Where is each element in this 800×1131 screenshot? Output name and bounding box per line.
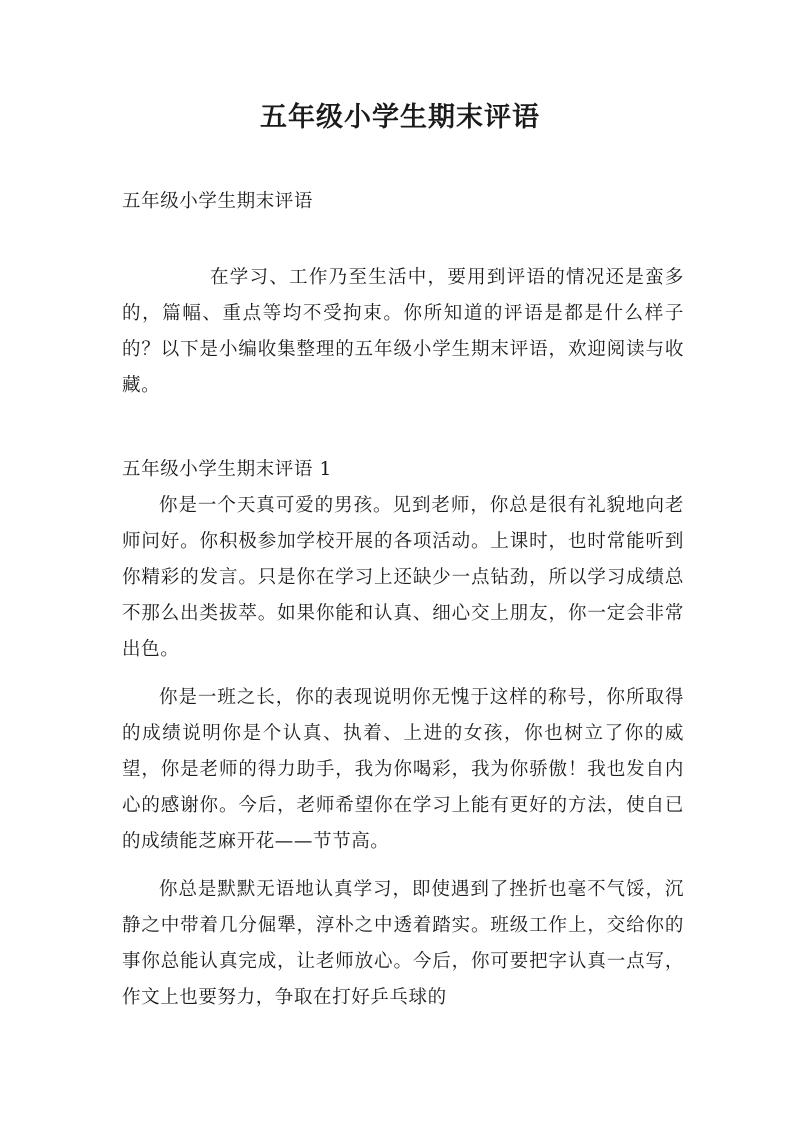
intro-paragraph: 在学习、工作乃至生活中，要用到评语的情况还是蛮多的，篇幅、重点等均不受拘束。你所知道的评语是都是什么样子的？以下是小编收集整理的五年级小学生期末评语，欢迎阅读与收藏。 (122, 267, 684, 396)
document-subtitle: 五年级小学生期末评语 (122, 191, 314, 212)
comment-paragraph-1: 你是一个天真可爱的男孩。见到老师，你总是很有礼貌地向老师问好。你积极参加学校开展的各项活动。上课时，也时常能听到你精彩的发言。只是你在学习上还缺少一点钻劲，所以学习成绩总不那么出类拔萃。如果你能和认真、细心交上朋友，你一定会非常出色。 (122, 495, 684, 660)
section-heading: 五年级小学生期末评语 1 (122, 459, 332, 480)
document-title: 五年级小学生期末评语 (260, 102, 540, 133)
comment-paragraph-2: 你是一班之长，你的表现说明你无愧于这样的称号，你所取得的成绩说明你是个认真、执着、上进的女孩，你也树立了你的威望，你是老师的得力助手，我为你喝彩，我为你骄傲！我也发自内心的感谢你。今后，老师希望你在学习上能有更好的方法，使自已的成绩能芝麻开花——节节高。 (122, 687, 684, 852)
comment-paragraph-3: 你总是默默无语地认真学习，即使遇到了挫折也毫不气馁，沉静之中带着几分倔犟，淳朴之中透着踏实。班级工作上，交给你的事你总能认真完成，让老师放心。今后，你可要把字认真一点写，作文上也要努力，争取在打好乒乓球的 (122, 879, 684, 1008)
